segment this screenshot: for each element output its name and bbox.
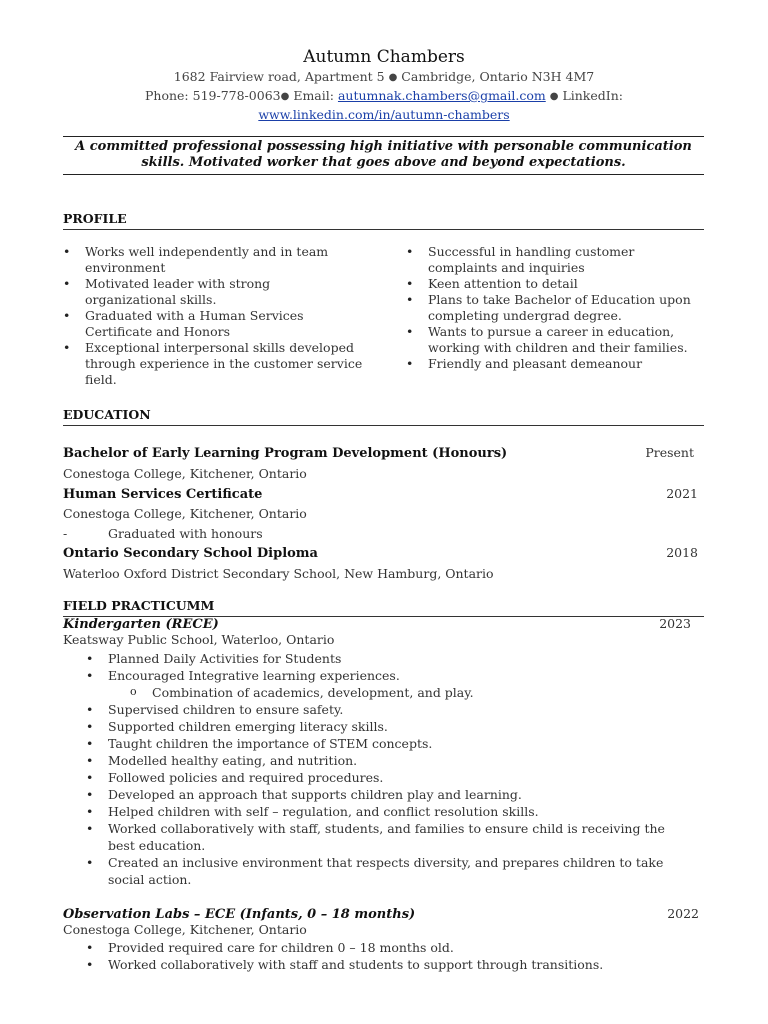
- email-label: Email:: [293, 88, 334, 103]
- city-postal: Cambridge, Ontario N3H 4M7: [401, 69, 595, 84]
- profile-item: • Successful in handling customer complaints and inquiries: [406, 244, 706, 276]
- duty-item: • Developed an approach that supports children play and learning.: [86, 786, 691, 803]
- email-link[interactable]: autumnak.chambers@gmail.com: [337, 88, 546, 103]
- profile-item: • Motivated leader with strong organizational skills.: [63, 276, 363, 308]
- practicum-role: Observation Labs – ECE (Infants, 0 – 18 months): [63, 907, 416, 922]
- degree-year: 2021: [666, 486, 698, 501]
- duty-item: • Taught children the importance of STEM concepts.: [86, 735, 691, 752]
- profile-item: • Keen attention to detail: [406, 276, 706, 292]
- practicum-duties: [86, 650, 691, 888]
- address-line: [0, 68, 768, 87]
- school-name: Conestoga College, Kitchener, Ontario: [63, 506, 307, 521]
- duty-item: • Worked collaboratively with staff and students to support through transitions.: [86, 956, 691, 973]
- duty-item: • Followed policies and required procedures.: [86, 769, 691, 786]
- duty-item: • Supervised children to ensure safety.: [86, 701, 691, 718]
- duty-item: • Created an inclusive environment that respects diversity, and prepares children to take social action.: [86, 854, 691, 888]
- profile-item: • Works well independently and in team environment: [63, 244, 363, 276]
- bullet-separator-icon: ●: [388, 72, 398, 83]
- degree-title: Bachelor of Early Learning Program Development (Honours): [63, 446, 508, 461]
- duty-item: • Worked collaboratively with staff, students, and families to ensure child is receiving the best education.: [86, 820, 691, 854]
- education-entry-title: [63, 486, 704, 503]
- contact-line: [0, 87, 768, 106]
- profile-item: • Graduated with a Human Services Certificate and Honors: [63, 308, 363, 340]
- education-entry-title: [63, 545, 704, 562]
- duty-subitem: o Combination of academics, development, and play.: [86, 684, 691, 701]
- duty-item: • Planned Daily Activities for Students: [86, 650, 691, 667]
- note-text: Graduated with honours: [108, 526, 263, 541]
- degree-year: 2018: [666, 545, 698, 560]
- practicum-place: Conestoga College, Kitchener, Ontario: [63, 922, 307, 937]
- education-heading: EDUCATION: [63, 407, 704, 426]
- profile-item: • Wants to pursue a career in education, working with children and their families.: [406, 324, 706, 356]
- duty-item: • Helped children with self – regulation, and conflict resolution skills.: [86, 803, 691, 820]
- profile-item: • Friendly and pleasant demeanour: [406, 356, 706, 372]
- street-address: 1682 Fairview road, Apartment 5: [173, 69, 385, 84]
- candidate-name: Autumn Chambers: [303, 47, 465, 67]
- degree-title: Ontario Secondary School Diploma: [63, 546, 318, 561]
- duty-item: • Supported children emerging literacy skills.: [86, 718, 691, 735]
- profile-item: • Exceptional interpersonal skills developed through experience in the customer service field.: [63, 340, 363, 388]
- duty-item: • Provided required care for children 0 – 18 months old.: [86, 939, 691, 956]
- education-note: [63, 526, 704, 542]
- practicum-entry-title: [63, 906, 704, 923]
- practicum-year: 2022: [667, 906, 699, 921]
- practicum-duties: [86, 939, 691, 973]
- school-name: Conestoga College, Kitchener, Ontario: [63, 466, 307, 481]
- linkedin-link[interactable]: www.linkedin.com/in/autumn-chambers: [258, 107, 510, 122]
- duty-item: • Modelled healthy eating, and nutrition.: [86, 752, 691, 769]
- linkedin-label: LinkedIn:: [562, 88, 623, 103]
- school-name: Waterloo Oxford District Secondary School, New Hamburg, Ontario: [63, 566, 494, 581]
- practicum-heading: FIELD PRACTICUMM: [63, 598, 704, 617]
- profile-heading: PROFILE: [63, 211, 704, 230]
- profile-item: • Plans to take Bachelor of Education upon completing undergrad degree.: [406, 292, 706, 324]
- degree-title: Human Services Certificate: [63, 487, 263, 502]
- summary-tagline: A committed professional possessing high initiative with personable communication skills. Motivated worker that goes above and beyond expectations.: [63, 136, 704, 175]
- education-entry-title: [63, 445, 704, 462]
- practicum-entry-title: [63, 616, 704, 633]
- profile-list-left: [63, 244, 363, 388]
- dash-marker: -: [63, 526, 68, 541]
- resume-header: [0, 46, 768, 124]
- bullet-separator-icon: ●: [280, 91, 290, 102]
- practicum-role: Kindergarten (RECE): [63, 617, 219, 632]
- bullet-separator-icon: ●: [549, 91, 559, 102]
- practicum-place: Keatsway Public School, Waterloo, Ontario: [63, 632, 335, 647]
- duty-item: • Encouraged Integrative learning experiences.: [86, 667, 691, 684]
- linkedin-line: [0, 106, 768, 124]
- profile-list-right: [406, 244, 706, 372]
- degree-year: Present: [645, 445, 694, 460]
- practicum-year: 2023: [659, 616, 691, 631]
- phone-number: Phone: 519-778-0063: [145, 88, 281, 103]
